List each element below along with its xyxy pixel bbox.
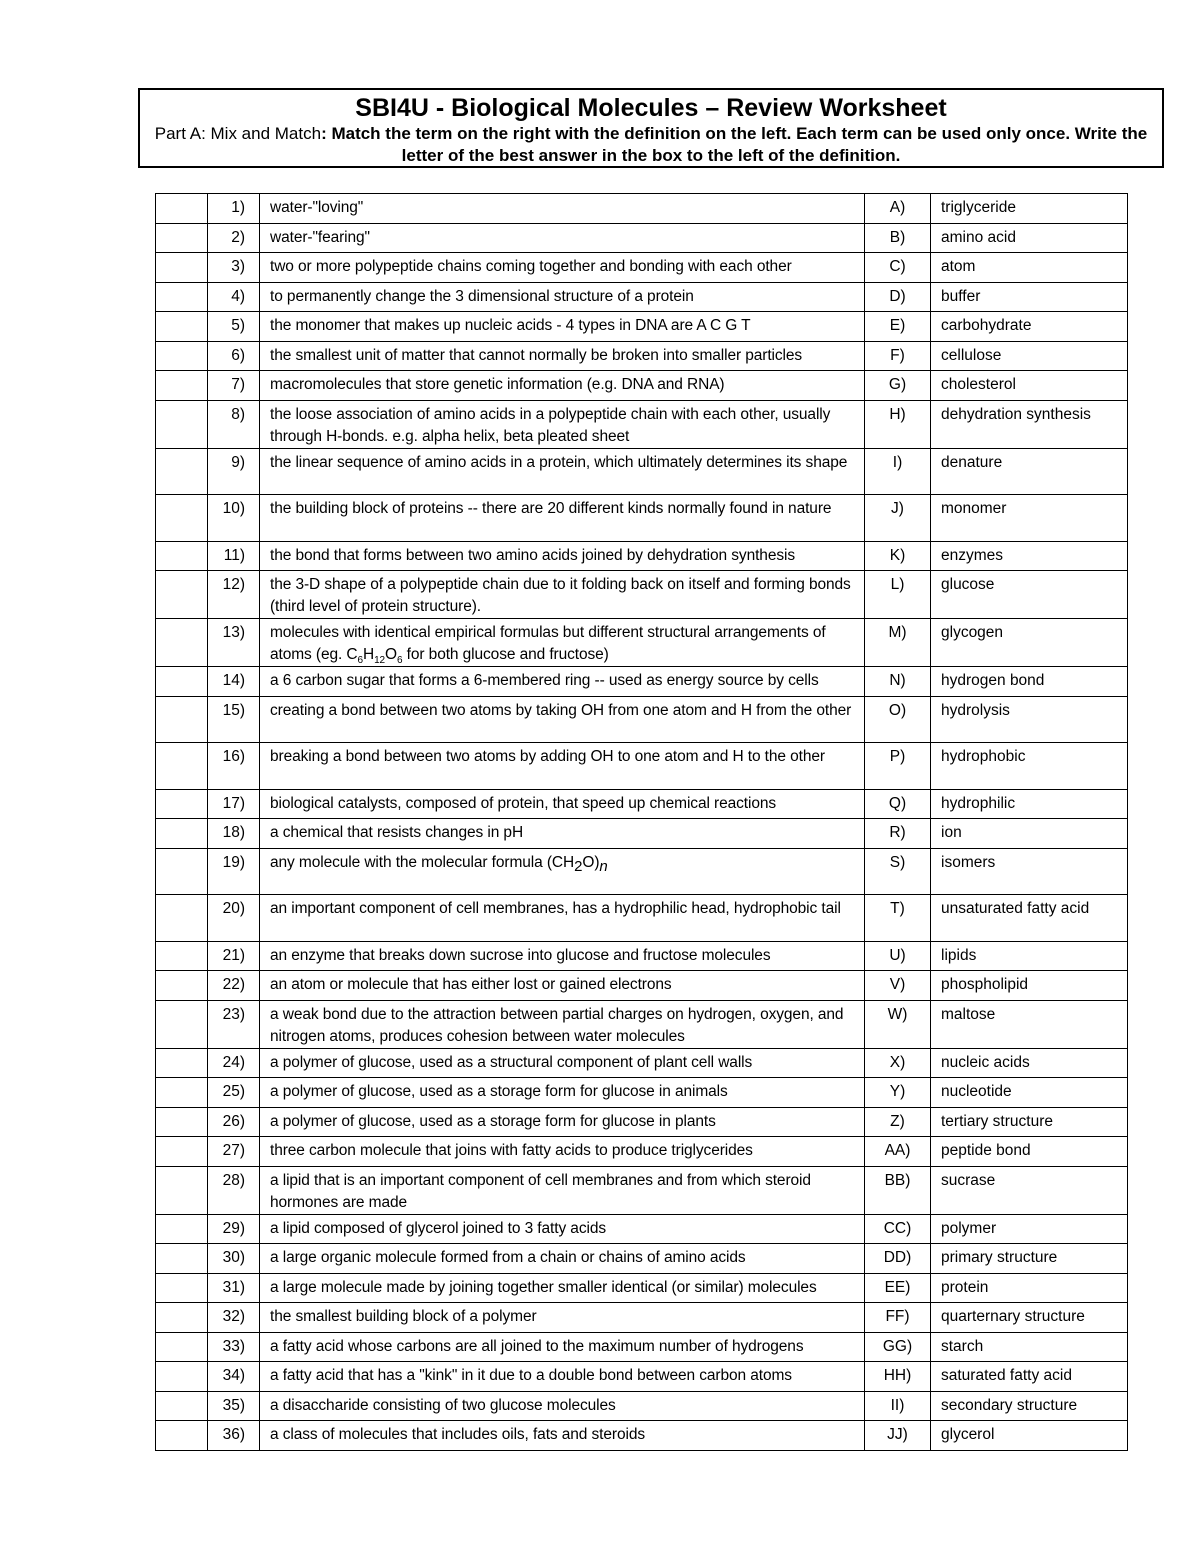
term-text: hydrophobic	[931, 743, 1128, 790]
term-letter: S)	[865, 848, 931, 895]
formula-part: O)	[582, 853, 600, 871]
table-row	[156, 1273, 1128, 1303]
definition-cell	[260, 571, 865, 619]
question-number: 34)	[208, 1362, 260, 1392]
definition-cell	[260, 941, 865, 971]
formula-part: 12	[374, 655, 386, 667]
definition-text: the smallest unit of matter that cannot normally be broken into smaller particles	[270, 346, 803, 364]
definition-cell	[260, 371, 865, 401]
formula-part: n	[599, 857, 608, 875]
question-number: 17)	[208, 789, 260, 819]
term-text: peptide bond	[931, 1137, 1128, 1167]
term-text: lipids	[931, 941, 1128, 971]
answer-box[interactable]	[156, 1137, 208, 1167]
table-row	[156, 1244, 1128, 1274]
table-row	[156, 819, 1128, 849]
table-row	[156, 1214, 1128, 1244]
answer-box[interactable]	[156, 1244, 208, 1274]
table-row	[156, 1107, 1128, 1137]
definition-cell	[260, 1273, 865, 1303]
term-letter: CC)	[865, 1214, 931, 1244]
definition-cell	[260, 971, 865, 1001]
term-letter: C)	[865, 253, 931, 283]
term-text: hydrogen bond	[931, 667, 1128, 697]
match-table-body	[156, 194, 1128, 1451]
table-row	[156, 971, 1128, 1001]
definition-cell	[260, 743, 865, 790]
definition-cell	[260, 895, 865, 942]
term-letter: II)	[865, 1391, 931, 1421]
definition-cell	[260, 1362, 865, 1392]
question-number: 2)	[208, 223, 260, 253]
term-letter: R)	[865, 819, 931, 849]
definition-text: an important component of cell membranes, has a hydrophilic head, hydrophobic tail	[270, 900, 841, 917]
definition-text: macromolecules that store genetic information (e.g. DNA and RNA)	[270, 376, 725, 393]
question-number: 29)	[208, 1214, 260, 1244]
answer-box[interactable]	[156, 667, 208, 697]
table-row	[156, 312, 1128, 342]
term-letter: H)	[865, 400, 931, 448]
table-row	[156, 571, 1128, 619]
term-text: maltose	[931, 1000, 1128, 1048]
answer-box[interactable]	[156, 282, 208, 312]
term-text: unsaturated fatty acid	[931, 895, 1128, 942]
term-letter: HH)	[865, 1362, 931, 1392]
definition-cell	[260, 495, 865, 542]
question-number: 27)	[208, 1137, 260, 1167]
definition-cell	[260, 789, 865, 819]
question-number: 28)	[208, 1166, 260, 1214]
definition-text: breaking a bond between two atoms by adding OH to one atom and H to the other	[270, 748, 825, 765]
answer-box[interactable]	[156, 789, 208, 819]
definition-text: the 3-D shape of a polypeptide chain due to it folding back on itself and forming bonds (third level of protein structure).	[270, 576, 851, 615]
definition-text: a disaccharide consisting of two glucose molecules	[270, 1396, 616, 1414]
definition-cell	[260, 1048, 865, 1078]
definition-cell	[260, 1166, 865, 1214]
definition-text: a polymer of glucose, used as a storage form for glucose in animals	[270, 1083, 728, 1100]
definition-text: biological catalysts, composed of protein, that speed up chemical reactions	[270, 794, 777, 812]
answer-box[interactable]	[156, 1273, 208, 1303]
term-text: carbohydrate	[931, 312, 1128, 342]
term-letter: DD)	[865, 1244, 931, 1274]
term-text: enzymes	[931, 541, 1128, 571]
table-row	[156, 1391, 1128, 1421]
definition-text: two or more polypeptide chains coming together and bonding with each other	[270, 258, 792, 275]
question-number: 16)	[208, 743, 260, 790]
definition-cell	[260, 1000, 865, 1048]
definition-cell	[260, 667, 865, 697]
table-row	[156, 253, 1128, 283]
definition-text: a 6 carbon sugar that forms a 6-membered ring -- used as energy source by cells	[270, 672, 819, 689]
formula-part: 6	[357, 655, 363, 667]
question-number: 3)	[208, 253, 260, 283]
term-letter: Z)	[865, 1107, 931, 1137]
question-number: 21)	[208, 941, 260, 971]
table-row	[156, 1166, 1128, 1214]
answer-box[interactable]	[156, 448, 208, 495]
definition-cell	[260, 848, 865, 895]
answer-box[interactable]	[156, 743, 208, 790]
definition-cell	[260, 194, 865, 224]
formula-part: O	[385, 646, 397, 663]
term-letter: JJ)	[865, 1421, 931, 1451]
question-number: 18)	[208, 819, 260, 849]
answer-box[interactable]	[156, 571, 208, 619]
answer-box[interactable]	[156, 848, 208, 895]
term-text: buffer	[931, 282, 1128, 312]
definition-text: the building block of proteins -- there are 20 different kinds normally found in nature	[270, 500, 832, 517]
term-text: ion	[931, 819, 1128, 849]
term-text: primary structure	[931, 1244, 1128, 1274]
answer-box[interactable]	[156, 1000, 208, 1048]
definition-text	[270, 852, 860, 874]
term-text: quarternary structure	[931, 1303, 1128, 1333]
definition-cell	[260, 282, 865, 312]
table-row	[156, 743, 1128, 790]
definition-cell	[260, 541, 865, 571]
answer-box[interactable]	[156, 194, 208, 224]
question-number: 5)	[208, 312, 260, 342]
term-text: phospholipid	[931, 971, 1128, 1001]
part-label: Part A: Mix and Match	[154, 124, 322, 143]
table-row	[156, 371, 1128, 401]
term-letter: W)	[865, 1000, 931, 1048]
term-letter: T)	[865, 895, 931, 942]
table-row	[156, 848, 1128, 895]
term-letter: N)	[865, 667, 931, 697]
table-row	[156, 541, 1128, 571]
question-number: 4)	[208, 282, 260, 312]
question-number: 25)	[208, 1078, 260, 1108]
answer-box[interactable]	[156, 223, 208, 253]
definition-text: the bond that forms between two amino acids joined by dehydration synthesis	[270, 546, 795, 564]
term-text: cellulose	[931, 341, 1128, 371]
answer-box[interactable]	[156, 1214, 208, 1244]
term-letter: AA)	[865, 1137, 931, 1167]
term-letter: D)	[865, 282, 931, 312]
term-text: glycerol	[931, 1421, 1128, 1451]
definition-cell	[260, 1214, 865, 1244]
question-number: 24)	[208, 1048, 260, 1078]
definition-text: a large molecule made by joining together smaller identical (or similar) molecules	[270, 1278, 817, 1296]
instructions	[140, 123, 1162, 167]
term-letter: U)	[865, 941, 931, 971]
table-row	[156, 194, 1128, 224]
worksheet-header	[138, 88, 1164, 168]
term-text: starch	[931, 1332, 1128, 1362]
term-letter: O)	[865, 696, 931, 743]
question-number: 19)	[208, 848, 260, 895]
term-text: sucrase	[931, 1166, 1128, 1214]
question-number: 12)	[208, 571, 260, 619]
definition-cell	[260, 1078, 865, 1108]
definition-cell	[260, 819, 865, 849]
table-row	[156, 789, 1128, 819]
question-number: 8)	[208, 400, 260, 448]
term-letter: L)	[865, 571, 931, 619]
definition-cell	[260, 400, 865, 448]
answer-box[interactable]	[156, 1078, 208, 1108]
definition-text: the monomer that makes up nucleic acids - 4 types in DNA are A C G T	[270, 317, 751, 334]
answer-box[interactable]	[156, 495, 208, 542]
definition-text: creating a bond between two atoms by taking OH from one atom and H from the other	[270, 701, 852, 719]
answer-box[interactable]	[156, 819, 208, 849]
question-number: 10)	[208, 495, 260, 542]
question-number: 1)	[208, 194, 260, 224]
term-text: denature	[931, 448, 1128, 495]
match-table	[155, 193, 1128, 1451]
question-number: 31)	[208, 1273, 260, 1303]
table-row	[156, 223, 1128, 253]
table-row	[156, 495, 1128, 542]
formula-part: for both glucose and fructose)	[402, 646, 609, 663]
term-text: monomer	[931, 495, 1128, 542]
question-number: 23)	[208, 1000, 260, 1048]
term-text: saturated fatty acid	[931, 1362, 1128, 1392]
definition-text: water-"fearing"	[270, 228, 370, 246]
term-letter: Y)	[865, 1078, 931, 1108]
answer-box[interactable]	[156, 1391, 208, 1421]
term-text: nucleotide	[931, 1078, 1128, 1108]
question-number: 26)	[208, 1107, 260, 1137]
answer-box[interactable]	[156, 371, 208, 401]
question-number: 7)	[208, 371, 260, 401]
term-text: isomers	[931, 848, 1128, 895]
answer-box[interactable]	[156, 1421, 208, 1451]
definition-text: a lipid composed of glycerol joined to 3 fatty acids	[270, 1219, 606, 1237]
term-letter: GG)	[865, 1332, 931, 1362]
term-letter: E)	[865, 312, 931, 342]
definition-cell	[260, 1303, 865, 1333]
term-letter: K)	[865, 541, 931, 571]
question-number: 11)	[208, 541, 260, 571]
term-text: nucleic acids	[931, 1048, 1128, 1078]
definition-text	[270, 622, 860, 666]
term-letter: M)	[865, 619, 931, 667]
answer-box[interactable]	[156, 971, 208, 1001]
term-text: amino acid	[931, 223, 1128, 253]
definition-cell	[260, 1421, 865, 1451]
definition-text: the loose association of amino acids in a polypeptide chain with each other, usually through H-bonds. e.g. alpha helix, beta pleated sheet	[270, 405, 831, 445]
definition-cell	[260, 619, 865, 667]
definition-cell	[260, 1332, 865, 1362]
definition-text: three carbon molecule that joins with fatty acids to produce triglycerides	[270, 1142, 753, 1159]
term-letter: X)	[865, 1048, 931, 1078]
term-letter: BB)	[865, 1166, 931, 1214]
definition-text: a class of molecules that includes oils, fats and steroids	[270, 1426, 646, 1443]
table-row	[156, 941, 1128, 971]
definition-text: a polymer of glucose, used as a storage form for glucose in plants	[270, 1112, 716, 1130]
answer-box[interactable]	[156, 1048, 208, 1078]
definition-text: a large organic molecule formed from a chain or chains of amino acids	[270, 1249, 746, 1266]
term-letter: B)	[865, 223, 931, 253]
term-letter: G)	[865, 371, 931, 401]
definition-text: a fatty acid that has a "kink" in it due to a double bond between carbon atoms	[270, 1367, 792, 1384]
definition-text: a fatty acid whose carbons are all joined to the maximum number of hydrogens	[270, 1337, 804, 1355]
instructions-text: : Match the term on the right with the definition on the left. Each term can be used only once. Write the letter of the best answer in the box to the left of the definition.	[321, 124, 1148, 165]
definition-cell	[260, 1107, 865, 1137]
table-row	[156, 667, 1128, 697]
formula-part: any molecule with the molecular formula (CH	[270, 853, 575, 871]
definition-cell	[260, 1391, 865, 1421]
definition-text: the smallest building block of a polymer	[270, 1308, 537, 1325]
table-row	[156, 895, 1128, 942]
definition-text: water-"loving"	[270, 199, 364, 216]
term-text: polymer	[931, 1214, 1128, 1244]
term-text: secondary structure	[931, 1391, 1128, 1421]
formula-part: 2	[574, 857, 583, 875]
term-text: tertiary structure	[931, 1107, 1128, 1137]
term-text: cholesterol	[931, 371, 1128, 401]
formula-part: H	[363, 646, 375, 663]
term-letter: Q)	[865, 789, 931, 819]
definition-cell	[260, 1137, 865, 1167]
question-number: 36)	[208, 1421, 260, 1451]
formula-part: 6	[397, 655, 403, 667]
answer-box[interactable]	[156, 1166, 208, 1214]
answer-box[interactable]	[156, 619, 208, 667]
question-number: 22)	[208, 971, 260, 1001]
answer-box[interactable]	[156, 312, 208, 342]
definition-text: a polymer of glucose, used as a structural component of plant cell walls	[270, 1053, 753, 1071]
question-number: 33)	[208, 1332, 260, 1362]
term-text: glucose	[931, 571, 1128, 619]
definition-cell	[260, 696, 865, 743]
table-row	[156, 1000, 1128, 1048]
answer-box[interactable]	[156, 400, 208, 448]
question-number: 14)	[208, 667, 260, 697]
term-letter: A)	[865, 194, 931, 224]
term-letter: FF)	[865, 1303, 931, 1333]
definition-cell	[260, 1244, 865, 1274]
term-letter: EE)	[865, 1273, 931, 1303]
question-number: 32)	[208, 1303, 260, 1333]
term-letter: F)	[865, 341, 931, 371]
definition-text: an atom or molecule that has either lost or gained electrons	[270, 976, 672, 993]
definition-cell	[260, 448, 865, 495]
table-row	[156, 1362, 1128, 1392]
question-number: 6)	[208, 341, 260, 371]
definition-text: the linear sequence of amino acids in a protein, which ultimately determines its shape	[270, 453, 848, 471]
definition-text: a lipid that is an important component of cell membranes and from which steroid hormones are made	[270, 1171, 811, 1211]
question-number: 15)	[208, 696, 260, 743]
table-row	[156, 341, 1128, 371]
answer-box[interactable]	[156, 1107, 208, 1137]
formula-part: molecules with identical empirical formulas but different structural arrangements of atoms (eg. C	[270, 624, 826, 663]
question-number: 30)	[208, 1244, 260, 1274]
table-row	[156, 1048, 1128, 1078]
answer-box[interactable]	[156, 696, 208, 743]
answer-box[interactable]	[156, 1362, 208, 1392]
table-row	[156, 1078, 1128, 1108]
table-row	[156, 400, 1128, 448]
definition-cell	[260, 312, 865, 342]
term-text: glycogen	[931, 619, 1128, 667]
question-number: 13)	[208, 619, 260, 667]
answer-box[interactable]	[156, 341, 208, 371]
term-letter: P)	[865, 743, 931, 790]
answer-box[interactable]	[156, 1332, 208, 1362]
term-letter: J)	[865, 495, 931, 542]
definition-cell	[260, 223, 865, 253]
term-text: hydrolysis	[931, 696, 1128, 743]
definition-cell	[260, 341, 865, 371]
answer-box[interactable]	[156, 541, 208, 571]
term-text: triglyceride	[931, 194, 1128, 224]
page-title: SBI4U - Biological Molecules – Review Worksheet	[355, 94, 947, 122]
table-row	[156, 1137, 1128, 1167]
term-text: atom	[931, 253, 1128, 283]
definition-text: an enzyme that breaks down sucrose into glucose and fructose molecules	[270, 946, 771, 964]
definition-text: to permanently change the 3 dimensional structure of a protein	[270, 287, 694, 305]
definition-text: a chemical that resists changes in pH	[270, 824, 524, 841]
answer-box[interactable]	[156, 895, 208, 942]
table-row	[156, 282, 1128, 312]
answer-box[interactable]	[156, 253, 208, 283]
term-letter: I)	[865, 448, 931, 495]
answer-box[interactable]	[156, 1303, 208, 1333]
table-row	[156, 448, 1128, 495]
table-row	[156, 1303, 1128, 1333]
term-text: hydrophilic	[931, 789, 1128, 819]
term-letter: V)	[865, 971, 931, 1001]
question-number: 20)	[208, 895, 260, 942]
table-row	[156, 619, 1128, 667]
table-row	[156, 1421, 1128, 1451]
definition-text: a weak bond due to the attraction between partial charges on hydrogen, oxygen, and nitrogen atoms, produces cohesion between water molecules	[270, 1005, 844, 1045]
definition-cell	[260, 253, 865, 283]
term-text: protein	[931, 1273, 1128, 1303]
term-text: dehydration synthesis	[931, 400, 1128, 448]
question-number: 35)	[208, 1391, 260, 1421]
table-row	[156, 696, 1128, 743]
table-row	[156, 1332, 1128, 1362]
question-number: 9)	[208, 448, 260, 495]
answer-box[interactable]	[156, 941, 208, 971]
